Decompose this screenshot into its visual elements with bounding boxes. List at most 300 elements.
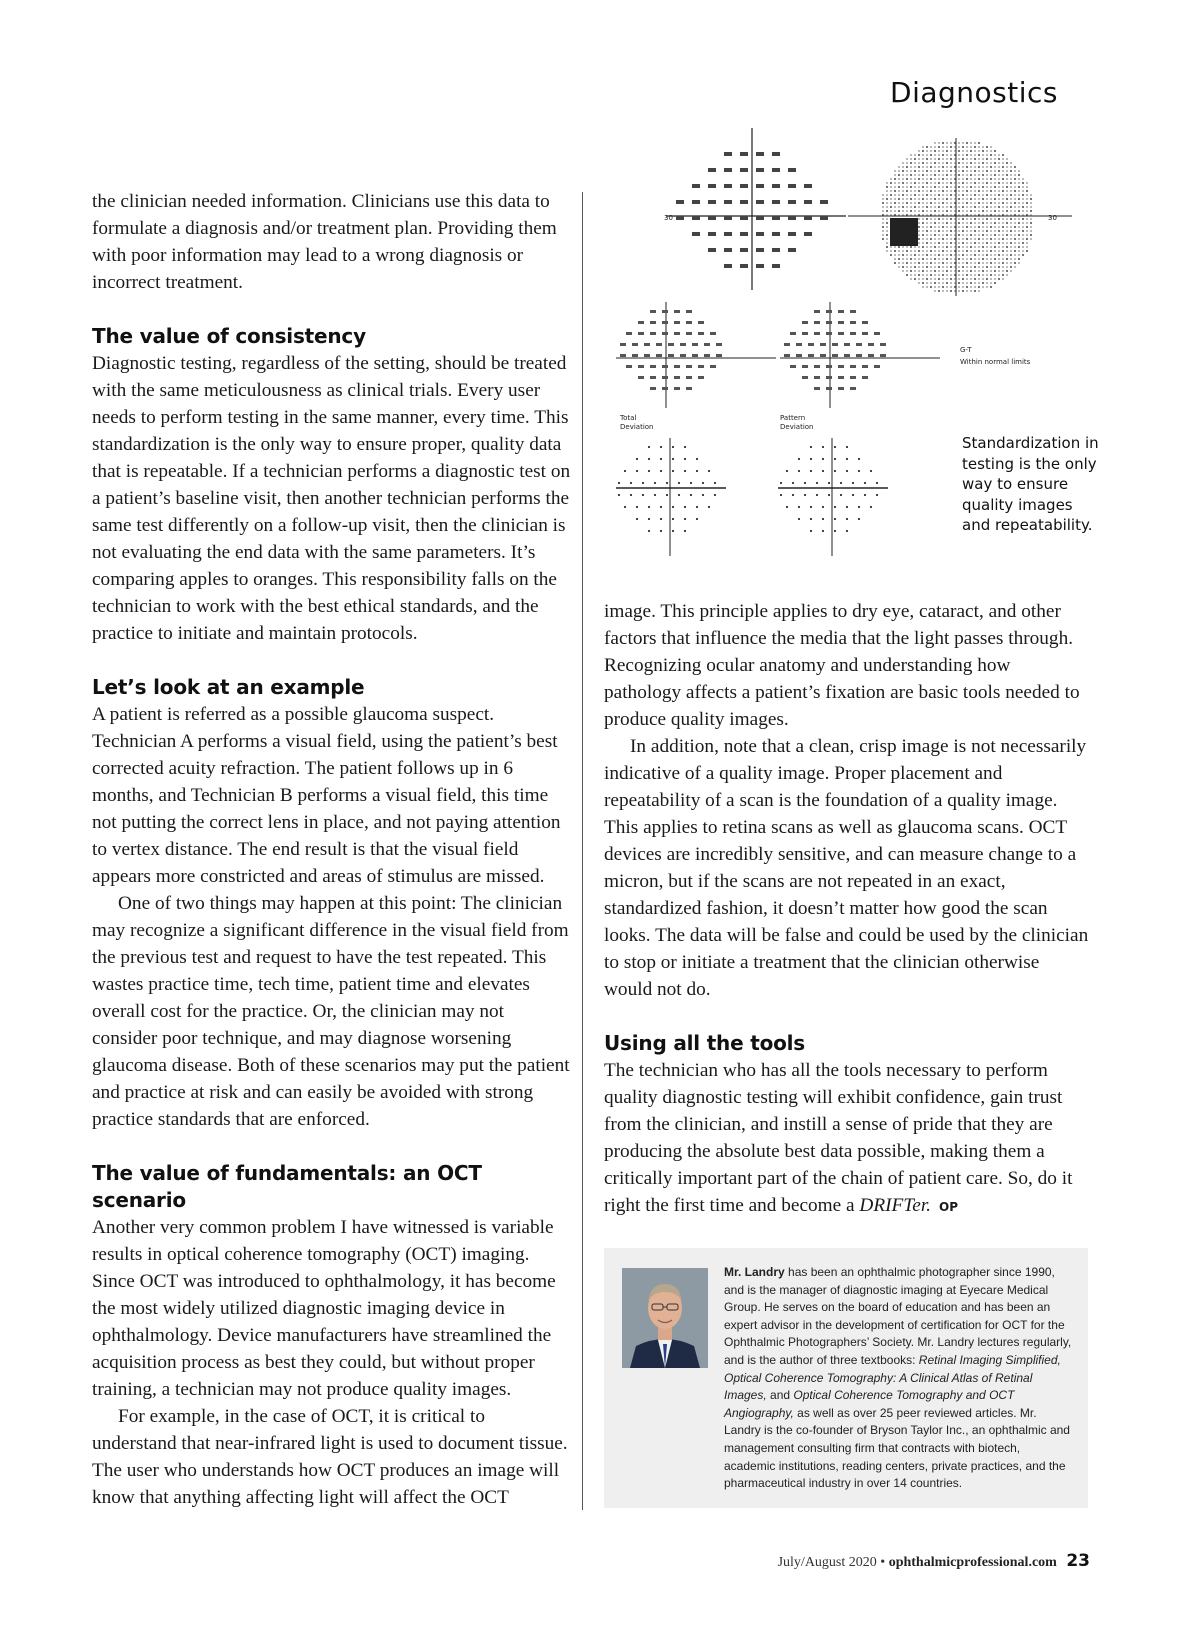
- field-cell: [970, 218, 972, 220]
- field-cell: [962, 266, 964, 268]
- field-cell: [1030, 230, 1032, 232]
- field-cell: [852, 494, 854, 496]
- field-cell: [858, 470, 860, 472]
- field-cell: [946, 198, 948, 200]
- field-cell: [650, 387, 656, 390]
- field-cell: [930, 154, 932, 156]
- field-cell: [938, 198, 940, 200]
- field-cell: [1002, 194, 1004, 196]
- field-cell: [714, 482, 716, 484]
- field-cell: [922, 286, 924, 288]
- field-cell: [922, 190, 924, 192]
- field-cell: [906, 218, 910, 222]
- field-cell: [1010, 262, 1012, 264]
- field-cell: [922, 146, 924, 148]
- field-cell: [998, 162, 1000, 164]
- field-cell: [886, 222, 888, 224]
- field-cell: [814, 332, 820, 335]
- field-cell: [902, 266, 904, 268]
- field-cell: [930, 202, 932, 204]
- field-cell: [910, 194, 912, 196]
- field-cell: [698, 321, 704, 324]
- field-cell: [1018, 258, 1020, 260]
- field-cell: [902, 246, 904, 248]
- field-cell: [850, 376, 856, 379]
- field-cell: [868, 354, 874, 357]
- field-cell: [890, 230, 894, 234]
- field-cell: [822, 446, 824, 448]
- field-cell: [934, 262, 936, 264]
- field-cell: [890, 238, 894, 242]
- field-cell: [930, 150, 932, 152]
- field-cell: [852, 482, 854, 484]
- field-cell: [986, 182, 988, 184]
- field-cell: [724, 232, 732, 236]
- field-cell: [898, 222, 902, 226]
- field-cell: [966, 178, 968, 180]
- field-cell: [840, 482, 842, 484]
- field-cell: [958, 150, 960, 152]
- field-cell: [662, 310, 668, 313]
- field-cell: [886, 206, 888, 208]
- field-cell: [970, 270, 972, 272]
- field-cell: [982, 218, 984, 220]
- field-cell: [934, 186, 936, 188]
- field-cell: [958, 190, 960, 192]
- field-cell: [740, 232, 748, 236]
- field-cell: [986, 238, 988, 240]
- field-cell: [946, 250, 948, 252]
- field-cell: [906, 162, 908, 164]
- field-cell: [986, 250, 988, 252]
- field-cell: [1026, 182, 1028, 184]
- field-cell: [982, 146, 984, 148]
- field-cell: [846, 518, 848, 520]
- field-cell: [906, 158, 908, 160]
- field-cell: [1014, 174, 1016, 176]
- field-cell: [942, 266, 944, 268]
- field-cell: [918, 174, 920, 176]
- field-cell: [970, 246, 972, 248]
- field-cell: [926, 242, 928, 244]
- field-cell: [930, 278, 932, 280]
- field-cell: [978, 154, 980, 156]
- field-cell: [1026, 250, 1028, 252]
- field-cell: [914, 250, 916, 252]
- field-cell: [914, 266, 916, 268]
- field-cell: [902, 258, 904, 260]
- field-cell: [978, 182, 980, 184]
- field-cell: [970, 150, 972, 152]
- field-cell: [1010, 210, 1012, 212]
- field-cell: [906, 250, 908, 252]
- field-cell: [946, 206, 948, 208]
- field-cell: [894, 206, 896, 208]
- field-cell: [898, 210, 900, 212]
- field-cell: [894, 238, 898, 242]
- field-cell: [662, 376, 668, 379]
- field-cell: [950, 166, 952, 168]
- field-cell: [1002, 178, 1004, 180]
- field-cell: [894, 194, 896, 196]
- field-cell: [926, 170, 928, 172]
- field-cell: [810, 458, 812, 460]
- field-cell: [922, 246, 924, 248]
- field-cell: [1010, 162, 1012, 164]
- field-cell: [918, 274, 920, 276]
- field-cell: [930, 274, 932, 276]
- field-cell: [970, 250, 972, 252]
- field-cell: [950, 270, 952, 272]
- field-cell: [922, 182, 924, 184]
- field-cell: [1006, 254, 1008, 256]
- field-cell: [970, 290, 972, 292]
- field-cell: [990, 178, 992, 180]
- field-cell: [850, 332, 856, 335]
- field-cell: [946, 290, 948, 292]
- field-cell: [826, 376, 832, 379]
- field-cell: [942, 226, 944, 228]
- field-cell: [1006, 246, 1008, 248]
- field-cell: [886, 230, 888, 232]
- field-cell: [958, 238, 960, 240]
- right-column: [604, 598, 1092, 1221]
- field-cell: [958, 158, 960, 160]
- field-cell: [918, 186, 920, 188]
- field-cell: [922, 270, 924, 272]
- field-cell: [796, 343, 802, 346]
- field-cell: [890, 250, 892, 252]
- field-cell: [846, 470, 848, 472]
- field-cell: [966, 278, 968, 280]
- field-cell: [942, 174, 944, 176]
- field-cell: [668, 343, 674, 346]
- field-cell: [724, 184, 732, 188]
- field-cell: [982, 230, 984, 232]
- field-cell: [698, 365, 704, 368]
- field-cell: [834, 470, 836, 472]
- field-cell: [874, 332, 880, 335]
- field-cell: [638, 332, 644, 335]
- field-cell: [934, 290, 936, 292]
- field-cell: [990, 274, 992, 276]
- footer-bullet: •: [880, 1555, 886, 1570]
- field-cell: [716, 343, 722, 346]
- field-cell: [970, 254, 972, 256]
- field-cell: [938, 238, 940, 240]
- field-cell: [974, 154, 976, 156]
- field-cell: [978, 278, 980, 280]
- field-cell: [958, 206, 960, 208]
- field-cell: [1026, 238, 1028, 240]
- field-cell: [922, 198, 924, 200]
- field-cell: [906, 194, 908, 196]
- field-cell: [910, 258, 912, 260]
- field-cell: [942, 274, 944, 276]
- field-cell: [696, 506, 698, 508]
- field-cell: [910, 158, 912, 160]
- field-cell: [978, 150, 980, 152]
- field-cell: [942, 194, 944, 196]
- field-cell: [798, 506, 800, 508]
- field-cell: [938, 194, 940, 196]
- field-cell: [998, 158, 1000, 160]
- field-cell: [1010, 202, 1012, 204]
- field-cell: [986, 206, 988, 208]
- field-cell: [978, 170, 980, 172]
- field-cell: [958, 266, 960, 268]
- field-cell: [926, 206, 928, 208]
- field-cell: [906, 238, 910, 242]
- field-cell: [740, 200, 748, 204]
- field-cell: [740, 264, 748, 268]
- field-cell: [1010, 226, 1012, 228]
- field-cell: [1014, 178, 1016, 180]
- field-cell: [844, 354, 850, 357]
- field-cell: [686, 310, 692, 313]
- field-cell: [998, 234, 1000, 236]
- field-cell: [942, 178, 944, 180]
- field-cell: [942, 254, 944, 256]
- field-cell: [950, 246, 952, 248]
- field-cell: [804, 216, 812, 220]
- field-cell: [886, 194, 888, 196]
- field-cell: [986, 274, 988, 276]
- field-cell: [1018, 186, 1020, 188]
- field-cell: [1002, 266, 1004, 268]
- field-cell: [978, 234, 980, 236]
- field-cell: [890, 190, 892, 192]
- field-cell: [636, 506, 638, 508]
- field-cell: [950, 286, 952, 288]
- field-cell: [970, 146, 972, 148]
- field-cell: [898, 234, 902, 238]
- field-cell: [1030, 198, 1032, 200]
- field-cell: [772, 264, 780, 268]
- field-cell: [934, 242, 936, 244]
- field-cell: [898, 174, 900, 176]
- field-cell: [918, 278, 920, 280]
- field-cell: [966, 146, 968, 148]
- field-cell: [950, 146, 952, 148]
- field-cell: [1030, 222, 1032, 224]
- field-cell: [922, 266, 924, 268]
- end-mark: OP: [939, 1200, 959, 1214]
- paragraph: One of two things may happen at this point: The clinician may recognize a significant difference in the visual field from the previous test and request to have the test repeated. This wastes practice time, tech time, patient time and elevates overall cost for the practice. Or, the clinician may not consider poor technique, and may diagnose worsening glaucoma disease. Both of these scenarios may put the patient and practice at risk and can easily be avoided with strong practice standards that are enforced.: [92, 893, 570, 1130]
- field-cell: [978, 198, 980, 200]
- field-cell: [962, 218, 964, 220]
- field-cell: [938, 282, 940, 284]
- field-cell: [942, 206, 944, 208]
- field-cell: [1014, 250, 1016, 252]
- field-cell: [978, 262, 980, 264]
- field-cell: [886, 182, 888, 184]
- field-cell: [962, 270, 964, 272]
- field-cell: [982, 250, 984, 252]
- field-cell: [966, 170, 968, 172]
- field-cell: [898, 194, 900, 196]
- field-cell: [914, 270, 916, 272]
- field-cell: [1018, 226, 1020, 228]
- field-cell: [1002, 206, 1004, 208]
- field-cell: [946, 174, 948, 176]
- field-cell: [990, 190, 992, 192]
- field-cell: [914, 274, 916, 276]
- field-cell: [808, 354, 814, 357]
- field-cell: [1026, 202, 1028, 204]
- field-cell: [898, 230, 902, 234]
- field-cell: [1018, 218, 1020, 220]
- field-cell: [914, 198, 916, 200]
- field-cell: [950, 222, 952, 224]
- field-cell: [708, 184, 716, 188]
- field-cell: [790, 365, 796, 368]
- field-cell: [926, 230, 928, 232]
- field-cell: [740, 184, 748, 188]
- field-cell: [962, 234, 964, 236]
- field-cell: [950, 230, 952, 232]
- field-cell: [990, 182, 992, 184]
- field-cell: [1018, 234, 1020, 236]
- field-cell: [978, 246, 980, 248]
- field-cell: [994, 218, 996, 220]
- field-cell: [650, 332, 656, 335]
- field-cell: [986, 166, 988, 168]
- field-cell: [982, 246, 984, 248]
- field-cell: [926, 202, 928, 204]
- field-cell: [1014, 194, 1016, 196]
- field-cell: [982, 190, 984, 192]
- field-cell: [966, 154, 968, 156]
- field-cell: [930, 174, 932, 176]
- field-cell: [820, 354, 826, 357]
- field-cell: [898, 254, 900, 256]
- field-cell: [966, 286, 968, 288]
- field-cell: [958, 154, 960, 156]
- field-cell: [914, 222, 918, 226]
- field-cell: [894, 262, 896, 264]
- field-cell: [986, 162, 988, 164]
- field-cell: [898, 202, 900, 204]
- field-cell: [674, 376, 680, 379]
- field-cell: [894, 190, 896, 192]
- field-cell: [1002, 270, 1004, 272]
- field-cell: [986, 230, 988, 232]
- field-cell: [882, 234, 884, 236]
- field-cell: [958, 218, 960, 220]
- field-cell: [938, 218, 940, 220]
- field-cell: [942, 234, 944, 236]
- field-cell: [914, 166, 916, 168]
- field-cell: [918, 194, 920, 196]
- field-cell: [974, 286, 976, 288]
- field-cell: [906, 182, 908, 184]
- field-cell: [876, 494, 878, 496]
- field-cell: [894, 246, 896, 248]
- field-cell: [998, 274, 1000, 276]
- field-cell: [934, 222, 936, 224]
- field-cell: [922, 234, 924, 236]
- field-cell: [846, 458, 848, 460]
- field-cell: [918, 158, 920, 160]
- field-cell: [958, 186, 960, 188]
- field-cell: [910, 266, 912, 268]
- field-cell: [660, 506, 662, 508]
- field-cell: [962, 226, 964, 228]
- field-cell: [946, 262, 948, 264]
- field-cell: [950, 174, 952, 176]
- field-cell: [856, 343, 862, 346]
- field-cell: [898, 218, 902, 222]
- field-cell: [902, 206, 904, 208]
- field-cell: [1018, 246, 1020, 248]
- field-cell: [772, 216, 780, 220]
- field-cell: [974, 198, 976, 200]
- field-cell: [650, 376, 656, 379]
- field-cell: [998, 190, 1000, 192]
- field-cell: [930, 262, 932, 264]
- field-cell: [922, 158, 924, 160]
- field-cell: [926, 274, 928, 276]
- field-cell: [998, 270, 1000, 272]
- field-cell: [788, 168, 796, 172]
- field-cell: [918, 282, 920, 284]
- field-cell: [942, 286, 944, 288]
- field-cell: [994, 230, 996, 232]
- field-cell: [894, 234, 898, 238]
- field-cell: [934, 150, 936, 152]
- field-cell: [1022, 218, 1024, 220]
- field-cell: [914, 174, 916, 176]
- field-cell: [930, 210, 932, 212]
- field-cell: [998, 278, 1000, 280]
- field-cell: [950, 290, 952, 292]
- field-cell: [974, 254, 976, 256]
- field-cell: [902, 270, 904, 272]
- field-cell: [994, 234, 996, 236]
- field-cell: [922, 250, 924, 252]
- field-cell: [942, 186, 944, 188]
- field-cell: [978, 230, 980, 232]
- field-cell: [958, 142, 960, 144]
- field-cell: [890, 182, 892, 184]
- field-cell: [974, 274, 976, 276]
- field-cell: [1022, 254, 1024, 256]
- field-cell: [970, 162, 972, 164]
- field-cell: [982, 162, 984, 164]
- field-cell: [914, 218, 918, 222]
- field-cell: [1022, 238, 1024, 240]
- field-cell: [918, 162, 920, 164]
- field-cell: [1006, 270, 1008, 272]
- field-cell: [910, 278, 912, 280]
- field-cell: [942, 202, 944, 204]
- field-cell: [1006, 158, 1008, 160]
- field-cell: [672, 506, 674, 508]
- field-cell: [846, 530, 848, 532]
- field-cell: [974, 242, 976, 244]
- field-cell: [820, 200, 828, 204]
- field-cell: [684, 518, 686, 520]
- field-cell: [950, 190, 952, 192]
- field-cell: [934, 194, 936, 196]
- field-cell: [966, 210, 968, 212]
- field-cell: [1006, 222, 1008, 224]
- field-cell: [986, 150, 988, 152]
- field-cell: [840, 494, 842, 496]
- field-cell: [918, 246, 920, 248]
- field-cell: [998, 262, 1000, 264]
